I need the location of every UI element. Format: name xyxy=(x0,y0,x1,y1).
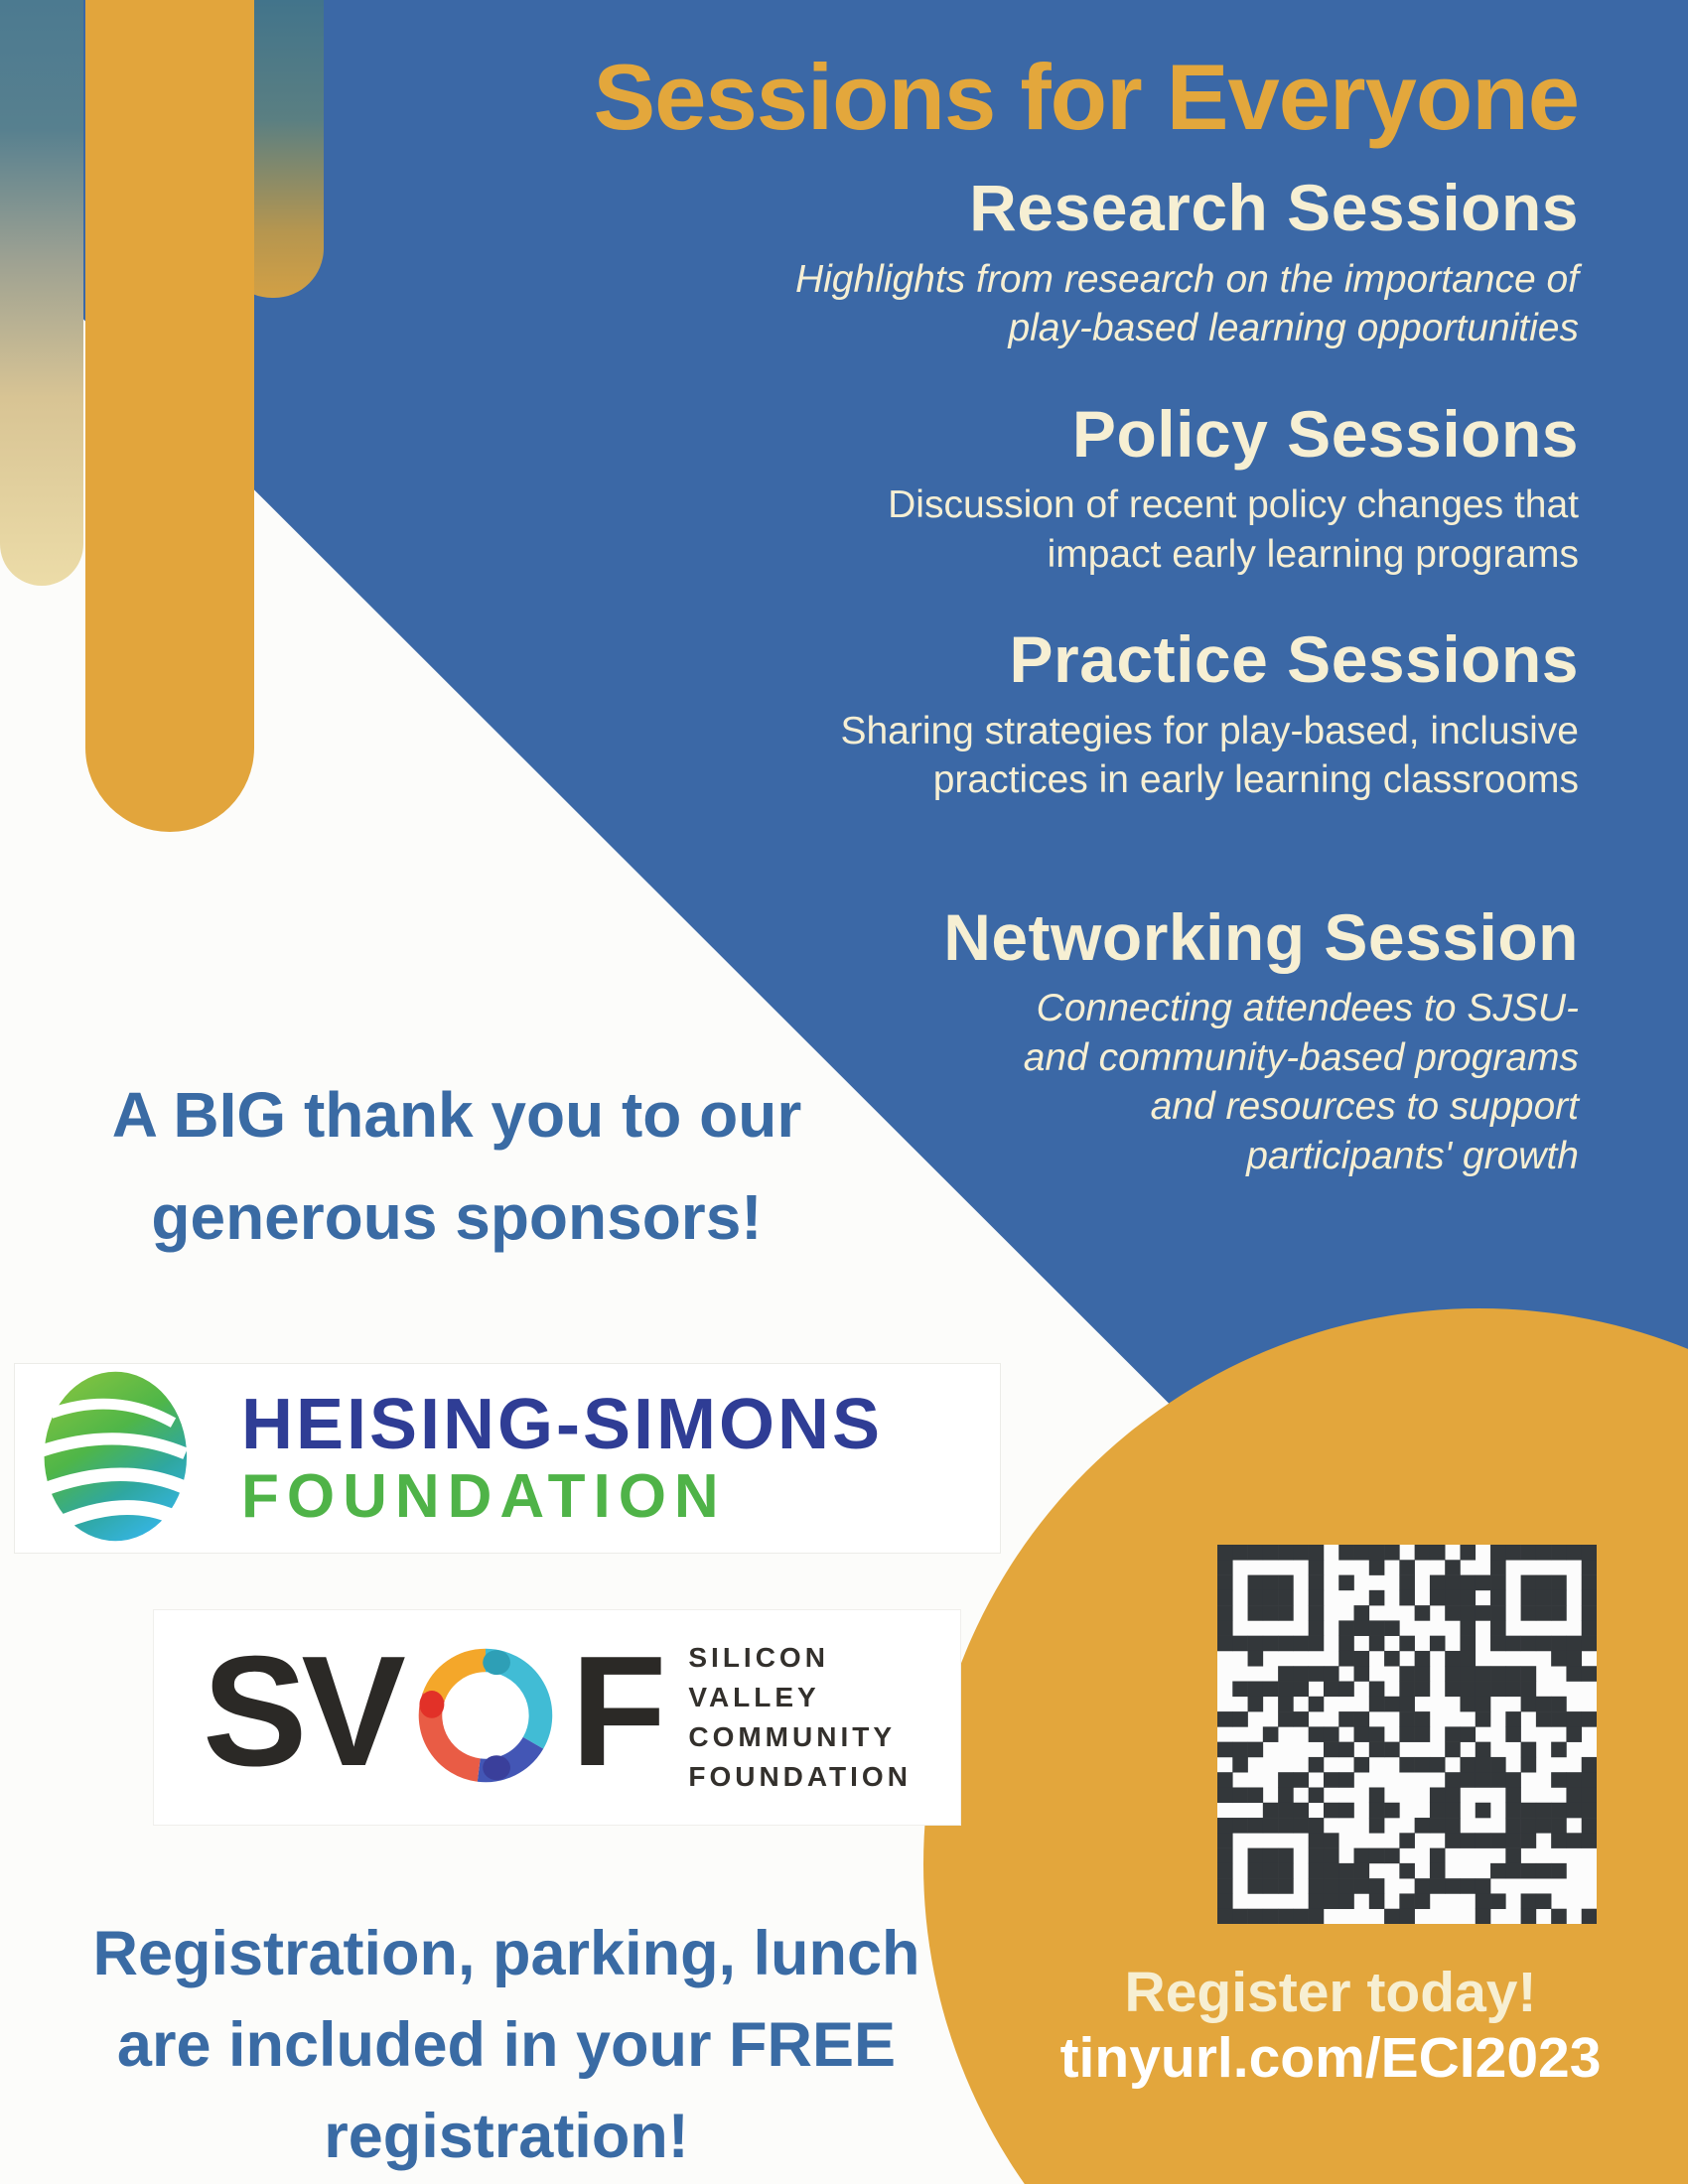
registration-note-line1: Registration, parking, lunch xyxy=(92,1919,920,1988)
sponsors-thanks-line1: A BIG thank you to our xyxy=(111,1079,802,1151)
session-heading: Policy Sessions xyxy=(1071,396,1579,471)
session-heading: Research Sessions xyxy=(969,171,1579,244)
registration-note xyxy=(30,1908,983,2182)
heising-simons-logo xyxy=(15,1364,1000,1553)
session-heading: Networking Session xyxy=(943,899,1579,974)
register-cta xyxy=(1013,1960,1648,2091)
sessions-list xyxy=(795,167,1579,1220)
svcf-acronym-left: SV xyxy=(203,1624,400,1799)
session-block-practice xyxy=(840,618,1579,805)
svcf-acronym-right: F xyxy=(570,1624,661,1799)
register-cta-text: Register today! xyxy=(1124,1961,1537,2024)
svcf-name-lines: SILICON VALLEY COMMUNITY FOUNDATION xyxy=(688,1642,912,1792)
session-description: Highlights from research on the importance of play-based learning opportunities xyxy=(794,257,1579,350)
session-description: Discussion of recent policy changes that impact early learning programs xyxy=(888,483,1579,576)
qr-code xyxy=(1217,1545,1597,1924)
heising-simons-subname: FOUNDATION xyxy=(241,1462,727,1531)
session-description: Connecting attendees to SJSU- and community-based programs and resources to support participants' growth xyxy=(1023,987,1579,1177)
sponsors-thanks-line2: generous sponsors! xyxy=(151,1181,763,1253)
heising-simons-name: HEISING-SIMONS xyxy=(241,1385,884,1464)
multicolor-c-ring-icon xyxy=(402,1630,569,1806)
register-cta-url: tinyurl.com/ECI2023 xyxy=(1059,2026,1602,2090)
gradient-strip-decoration xyxy=(0,0,83,586)
session-description: Sharing strategies for play-based, inclusive practices in early learning classrooms xyxy=(840,709,1579,802)
striped-globe-icon xyxy=(29,1369,208,1549)
session-heading: Practice Sessions xyxy=(1009,622,1579,697)
session-block-research xyxy=(795,167,1579,353)
sponsors-thanks-heading xyxy=(20,1064,894,1269)
session-block-networking xyxy=(943,896,1579,1181)
gold-bar-decoration xyxy=(85,0,254,832)
heising-simons-wordmark xyxy=(241,1385,884,1531)
session-block-policy xyxy=(888,393,1579,580)
svcf-logo xyxy=(154,1610,960,1825)
registration-note-line3: registration! xyxy=(324,2102,689,2171)
registration-note-line2: are included in your FREE xyxy=(116,2010,897,2080)
page-title: Sessions for Everyone xyxy=(593,45,1579,149)
